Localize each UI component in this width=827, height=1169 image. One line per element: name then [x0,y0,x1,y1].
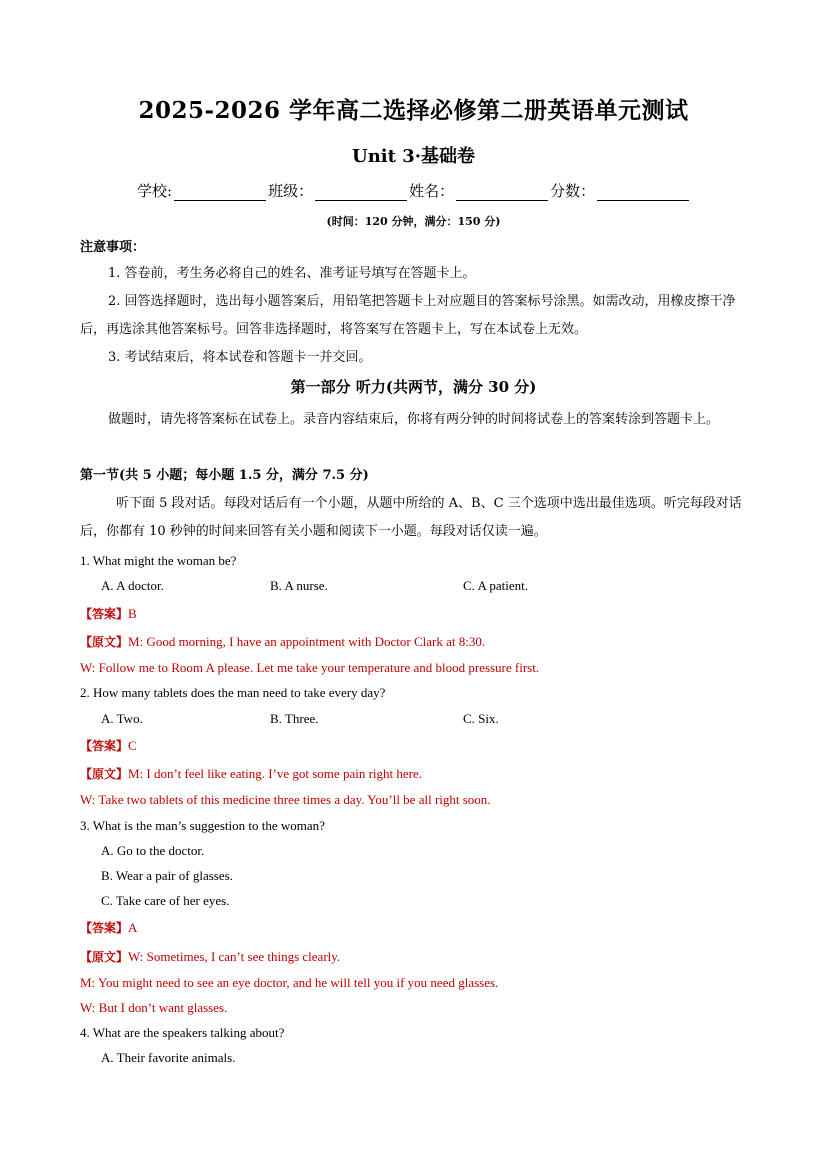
section1-instruction: 听下面 5 段对话。每段对话后有一个小题，从题中所给的 A、B、C 三个选项中选出最佳选项。听完每段对话后，你都有 10 秒钟的时间来回答有关小题和阅读下一小题。每段对话仅读一遍。 [80,496,742,539]
script-line [80,633,485,650]
answer-label: 【答案】 [80,739,129,753]
class-blank [315,182,407,201]
option-a: A. Two. [101,711,143,726]
document-subtitle: Unit 3·基础卷 [352,146,475,167]
section1-heading: 第一节(共 5 小题；每小题 1.5 分，满分 7.5 分) [80,468,369,483]
answer-value: B [128,606,137,621]
answer-3 [80,919,137,936]
option-c: C. Six. [463,711,499,726]
script-text: W: Sometimes, I can’t see things clearly. [128,949,341,964]
option-c: C. Take care of her eyes. [101,893,230,908]
script-label: 【原文】 [80,635,129,649]
note-item: 3. 考试结束后，将本试卷和答题卡一并交回。 [108,350,372,365]
option-a: A. Their favorite animals. [101,1050,236,1065]
school-blank [174,182,266,201]
answer-label: 【答案】 [80,921,129,935]
script-line: W: Take two tablets of this medicine three times a day. You’ll be all right soon. [80,792,491,807]
note-item: 2. 回答选择题时，选出每小题答案后，用铅笔把答题卡上对应题目的答案标号涂黑。如需改动，用橡皮擦干净后，再选涂其他答案标号。回答非选择题时，将答案写在答题卡上，写在本试卷上无效。 [80,294,736,337]
question-2: 2. How many tablets does the man need to take every day? [80,685,386,700]
script-text: M: Good morning, I have an appointment with Doctor Clark at 8:30. [128,634,486,649]
part1-instruction: 做题时，请先将答案标在试卷上。录音内容结束后，你将有两分钟的时间将试卷上的答案转涂到答题卡上。 [108,412,720,427]
score-blank [597,182,689,201]
option-a: A. A doctor. [101,578,164,593]
option-b: B. Wear a pair of glasses. [101,868,233,883]
note-item: 1. 答卷前，考生务必将自己的姓名、准考证号填写在答题卡上。 [108,266,476,281]
score-label: 分数： [550,182,596,200]
script-line [80,948,340,965]
script-line: M: You might need to see an eye doctor, and he will tell you if you need glasses. [80,975,499,990]
option-a: A. Go to the doctor. [101,843,205,858]
script-label: 【原文】 [80,767,129,781]
time-note: (时间：120 分钟，满分：150 分) [326,215,501,228]
part1-heading: 第一部分 听力(共两节，满分 30 分) [290,378,537,396]
option-b: B. A nurse. [270,578,328,593]
question-1: 1. What might the woman be? [80,553,237,568]
answer-2 [80,737,137,754]
answer-value: C [128,738,137,753]
script-line: W: But I don’t want glasses. [80,1000,228,1015]
script-line [80,765,422,782]
student-info-line [137,180,691,201]
script-line: W: Follow me to Room A please. Let me take your temperature and blood pressure first. [80,660,540,675]
option-b: B. Three. [270,711,319,726]
script-label: 【原文】 [80,950,129,964]
document-title: 2025-2026 学年高二选择必修第二册英语单元测试 [138,97,689,124]
class-label: 班级： [268,182,314,200]
answer-label: 【答案】 [80,607,129,621]
notes-heading: 注意事项： [80,240,146,255]
name-label: 姓名： [409,182,455,200]
question-3: 3. What is the man’s suggestion to the woman? [80,818,325,833]
script-text: M: I don’t feel like eating. I’ve got some pain right here. [128,766,422,781]
answer-1 [80,605,137,622]
option-c: C. A patient. [463,578,528,593]
school-label: 学校: [137,182,173,200]
answer-value: A [128,920,138,935]
question-4: 4. What are the speakers talking about? [80,1025,285,1040]
name-blank [456,182,548,201]
